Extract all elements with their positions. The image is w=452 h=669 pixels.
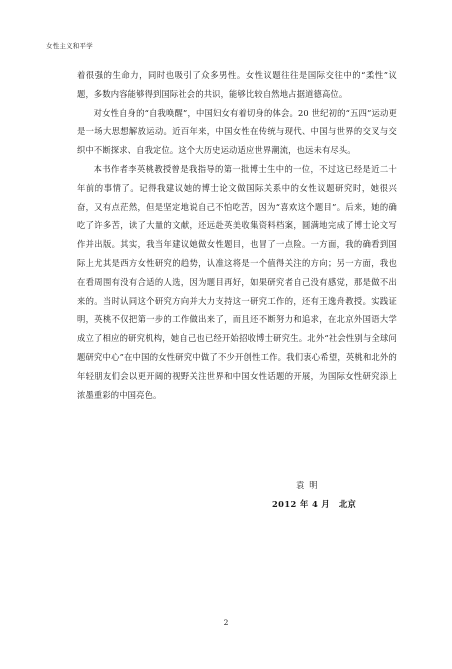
running-head: 女性主义和平学: [46, 42, 93, 50]
paragraph-2: 对女性自身的“自我唤醒”，中国妇女有着切身的体会。20 世纪初的“五四”运动更是一场大思想解放运动。近百年来，中国女性在传统与现代、中国与世界的交叉与交织中不断探求、自我定位。这个大历史运动适应世界潮流，也远未有尽头。: [77, 107, 397, 156]
paragraph-1: 着很强的生命力，同时也吸引了众多男性。女性议题往往是国际交往中的“柔性”议题，多数内容能够得到国际社会的共识，能够比较自然地占据道德高位。: [77, 70, 397, 99]
paragraph-3: 本书作者李英桃教授曾是我指导的第一批博士生中的一位，不过这已经是近二十年前的事情了。记得我建议她的博士论文做国际关系中的女性议题研究时，她很兴奋，又有点茫然，但是坚定地说自己不怕吃苦，因为“喜欢这个题目”。后来，她的确吃了许多苦，读了大量的文献，还远赴英美收集资料档案，圆满地完成了博士论文写作并出版。其实，我当年建议她做女性题目，也冒了一点险。一方面，我的确看到国际上尤其是西方女性研究的趋势，认准这将是一个值得关注的方向；另一方面，我也在看周围有没有合适的人选，因为题目再好，如果研究者自己没有感觉，那是做不出来的。当时认同这个研究方向并大力支持这一研究工作的，还有王逸舟教授。实践证明，英桃不仅把第一步的工作做出来了，而且还不断努力和追求，在北京外国语大学成立了相应的研究机构，她自己也已经开始招收博士研究生。北外“社会性别与全球问题研究中心”在中国的女性研究中做了不少开创性工作。我们衷心希望，英桃和北外的年轻朋友们会以更开阔的视野关注世界和中国女性话题的开展，为国际女性研究添上浓墨重彩的中国亮色。: [77, 163, 397, 400]
author-signature: 袁明: [296, 480, 323, 490]
page-number: 2: [223, 618, 229, 627]
body-text: [77, 66, 397, 404]
date-location: 2012 年 4 月 北京: [272, 499, 357, 509]
